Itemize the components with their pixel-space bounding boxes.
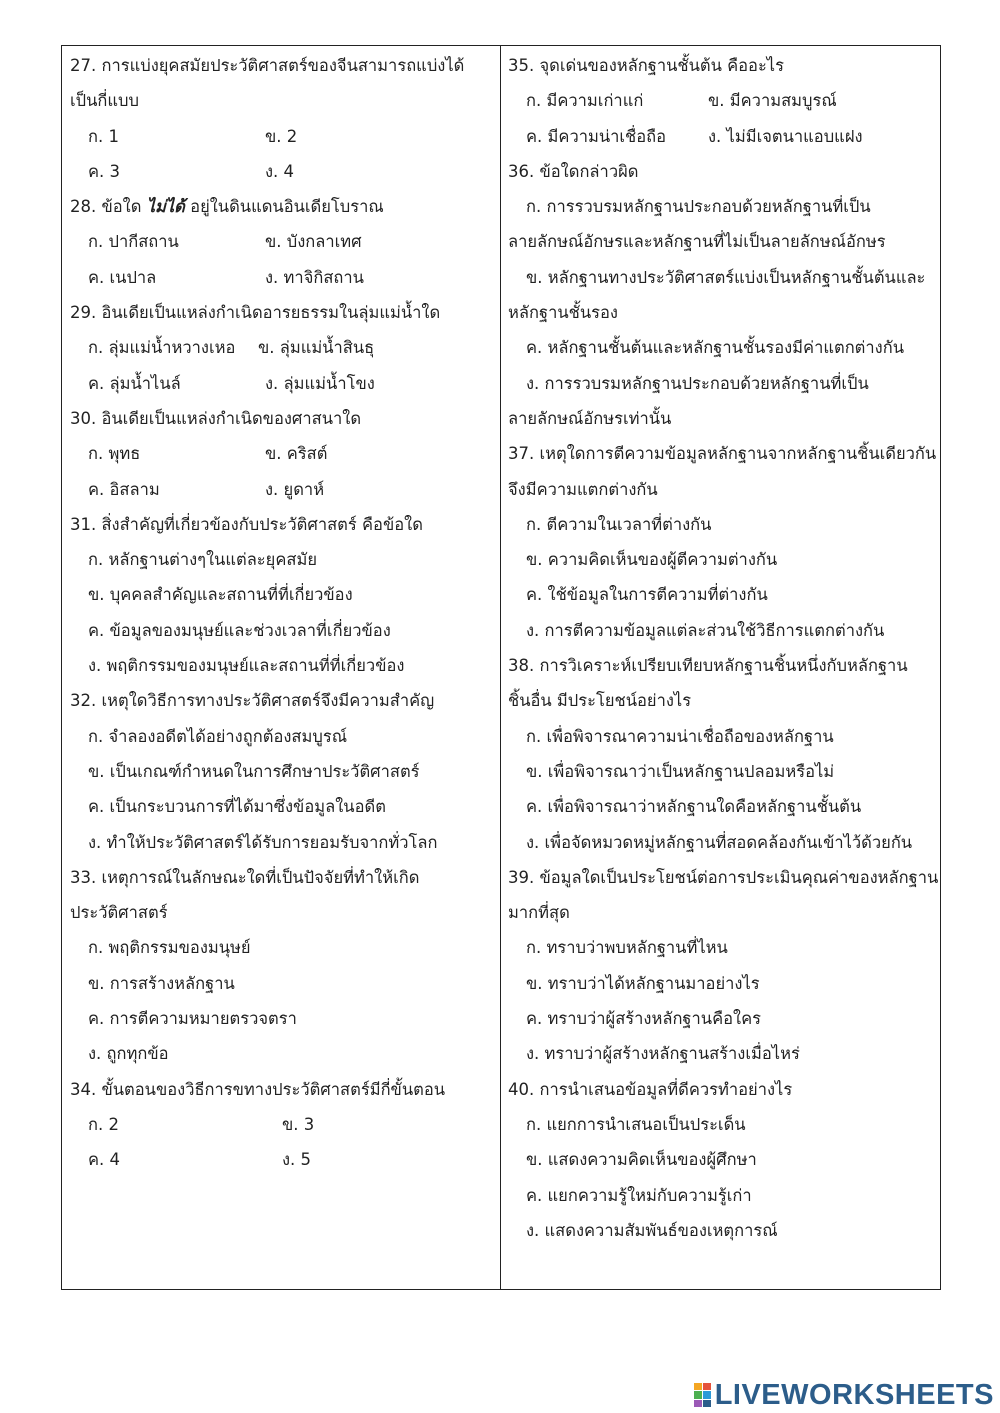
question-37-option-c: ค. ใช้ข้อมูลในการตีความที่ต่างกัน xyxy=(526,585,768,605)
question-35-option-c: ค. มีความน่าเชื่อถือ xyxy=(526,126,667,146)
question-28-option-c: ค. เนปาล xyxy=(88,267,157,287)
question-28-row-1 xyxy=(70,224,495,259)
question-29-option-c: ค. ลุ่มน้ำไนล์ xyxy=(88,373,181,393)
question-36-option-c: ค. หลักฐานชั้นต้นและหลักฐานชั้นรองมีค่าแตกต่างกัน xyxy=(526,338,904,358)
question-30-option-d: ง. ยูดาห์ xyxy=(265,479,325,499)
question-38-text-line1: 38. การวิเคราะห์เปรียบเทียบหลักฐานชิ้นหนึ่งกับหลักฐาน xyxy=(508,656,908,676)
right-column xyxy=(508,48,938,1248)
question-39-option-b: ข. ทราบว่าได้หลักฐานมาอย่างไร xyxy=(526,973,760,993)
question-39-option-a: ก. ทราบว่าพบหลักฐานที่ไหน xyxy=(526,938,728,958)
question-36-option-a-line1: ก. การรวบรมหลักฐานประกอบด้วยหลักฐานที่เป็น xyxy=(526,197,871,217)
logo-mark-cell xyxy=(703,1400,711,1407)
question-35-option-a: ก. มีความเก่าแก่ xyxy=(526,91,644,111)
question-38-option-c: ค. เพื่อพิจารณาว่าหลักฐานใดคือหลักฐานชั้นต้น xyxy=(526,797,862,817)
question-31-option-d: ง. พฤติกรรมของมนุษย์และสถานที่ที่เกี่ยวข้อง xyxy=(88,656,405,676)
question-29-row-2 xyxy=(70,366,495,401)
question-28-suffix: อยู่ในดินแดนอินเดียโบราณ xyxy=(190,197,384,217)
question-30-option-c: ค. อิสลาม xyxy=(88,479,160,499)
question-32-text: 32. เหตุใดวิธีการทางประวัติศาสตร์จึงมีความสำคัญ xyxy=(70,691,435,711)
question-27-option-c: ค. 3 xyxy=(88,161,121,181)
column-divider xyxy=(500,46,501,1289)
question-32-option-b: ข. เป็นเกณฑ์กำหนดในการศึกษาประวัติศาสตร์ xyxy=(88,761,420,781)
question-40-option-b: ข. แสดงความคิดเห็นของผู้ศึกษา xyxy=(526,1150,757,1170)
question-31-text: 31. สิ่งสำคัญที่เกี่ยวข้องกับประวัติศาสตร์ คือข้อใด xyxy=(70,514,423,534)
question-38-option-a: ก. เพื่อพิจารณาความน่าเชื่อถือของหลักฐาน xyxy=(526,726,834,746)
question-27-option-b: ข. 2 xyxy=(265,126,298,146)
question-34-row-2 xyxy=(70,1142,495,1177)
question-37-text-line2: จึงมีความแตกต่างกัน xyxy=(508,479,658,499)
question-33-option-c: ค. การตีความหมายตรวจตรา xyxy=(88,1009,297,1029)
question-36-text: 36. ข้อใดกล่าวผิด xyxy=(508,161,639,181)
question-36-option-b-line1: ข. หลักฐานทางประวัติศาสตร์แบ่งเป็นหลักฐานชั้นต้นและ xyxy=(526,267,926,287)
question-34-option-b: ข. 3 xyxy=(282,1114,315,1134)
question-36-option-b-line2: หลักฐานชั้นรอง xyxy=(508,303,618,323)
question-29-option-d: ง. ลุ่มแม่น้ำโขง xyxy=(265,373,375,393)
question-37-option-a: ก. ตีความในเวลาที่ต่างกัน xyxy=(526,514,712,534)
question-40-text: 40. การนำเสนอข้อมูลที่ดีควรทำอย่างไร xyxy=(508,1079,793,1099)
question-29-row-1 xyxy=(70,330,495,365)
question-40-option-d: ง. แสดงความสัมพันธ์ของเหตุการณ์ xyxy=(526,1220,778,1240)
worksheet-frame xyxy=(61,45,941,1290)
question-40-option-c: ค. แยกความรู้ใหม่กับความรู้เก่า xyxy=(526,1185,752,1205)
question-38-text-line2: ชิ้นอื่น มีประโยชน์อย่างไร xyxy=(508,691,692,711)
question-31-option-c: ค. ข้อมูลของมนุษย์และช่วงเวลาที่เกี่ยวข้อง xyxy=(88,620,391,640)
question-39-option-d: ง. ทราบว่าผู้สร้างหลักฐานสร้างเมื่อไหร่ xyxy=(526,1044,800,1064)
question-33-text-line2: ประวัติศาสตร์ xyxy=(70,903,168,923)
question-28-option-a: ก. ปากีสถาน xyxy=(88,232,179,252)
logo-mark-cell xyxy=(694,1400,702,1407)
liveworksheets-logo-text: LIVEWORKSHEETS xyxy=(714,1378,994,1411)
question-28-option-b: ข. บังกลาเทศ xyxy=(265,232,362,252)
question-31-option-b: ข. บุคคลสำคัญและสถานที่ที่เกี่ยวข้อง xyxy=(88,585,353,605)
question-28-emphasis: ไม่ได้ xyxy=(146,197,185,217)
question-27-text-line2: เป็นกี่แบบ xyxy=(70,91,139,111)
question-35-text: 35. จุดเด่นของหลักฐานชั้นต้น คืออะไร xyxy=(508,56,784,75)
question-28-text xyxy=(70,189,495,224)
logo-mark-cell xyxy=(694,1383,702,1390)
question-40-option-a: ก. แยกการนำเสนอเป็นประเด็น xyxy=(526,1114,746,1134)
logo-mark-cell xyxy=(703,1383,711,1390)
question-36-option-a-line2: ลายลักษณ์อักษรและหลักฐานที่ไม่เป็นลายลักษณ์อักษร xyxy=(508,232,886,252)
liveworksheets-logo-icon xyxy=(694,1383,711,1407)
question-38-option-d: ง. เพื่อจัดหมวดหมู่หลักฐานที่สอดคล้องกันเข้าไว้ด้วยกัน xyxy=(526,832,913,852)
question-32-option-c: ค. เป็นกระบวนการที่ได้มาซึ่งข้อมูลในอดีต xyxy=(88,797,386,817)
question-33-option-b: ข. การสร้างหลักฐาน xyxy=(88,973,235,993)
question-27-option-a: ก. 1 xyxy=(88,126,119,146)
question-35-row-2 xyxy=(508,119,938,154)
question-35-row-1 xyxy=(508,83,938,118)
question-32-option-a: ก. จำลองอดีตได้อย่างถูกต้องสมบูรณ์ xyxy=(88,726,347,746)
question-27-row-1 xyxy=(70,119,495,154)
question-27-option-d: ง. 4 xyxy=(265,161,295,181)
question-38-option-b: ข. เพื่อพิจารณาว่าเป็นหลักฐานปลอมหรือไม่ xyxy=(526,761,835,781)
question-30-option-a: ก. พุทธ xyxy=(88,444,141,464)
left-column xyxy=(70,48,495,1178)
question-34-text: 34. ขั้นตอนของวิธีการขทางประวัติศาสตร์มีกี่ขั้นตอน xyxy=(70,1079,446,1099)
question-39-option-c: ค. ทราบว่าผู้สร้างหลักฐานคือใคร xyxy=(526,1009,761,1029)
question-30-row-1 xyxy=(70,436,495,471)
question-33-option-d: ง. ถูกทุกข้อ xyxy=(88,1044,169,1064)
question-27-row-2 xyxy=(70,154,495,189)
question-36-option-d-line2: ลายลักษณ์อักษรเท่านั้น xyxy=(508,408,672,428)
question-34-row-1 xyxy=(70,1107,495,1142)
question-30-row-2 xyxy=(70,472,495,507)
question-39-text-line1: 39. ข้อมูลใดเป็นประโยชน์ต่อการประเมินคุณค่าของหลักฐาน xyxy=(508,867,939,887)
question-37-text-line1: 37. เหตุใดการตีความข้อมูลหลักฐานจากหลักฐานชิ้นเดียวกัน xyxy=(508,444,937,464)
question-33-option-a: ก. พฤติกรรมของมนุษย์ xyxy=(88,938,251,958)
question-34-option-d: ง. 5 xyxy=(282,1150,312,1170)
question-34-option-c: ค. 4 xyxy=(88,1150,121,1170)
question-39-text-line2: มากที่สุด xyxy=(508,903,570,923)
question-29-text: 29. อินเดียเป็นแหล่งกำเนิดอารยธรรมในลุ่มแม่น้ำใด xyxy=(70,303,441,323)
question-32-option-d: ง. ทำให้ประวัติศาสตร์ได้รับการยอมรับจากทั่วโลก xyxy=(88,832,438,852)
question-30-option-b: ข. คริสต์ xyxy=(265,444,328,464)
logo-mark-cell xyxy=(703,1391,711,1398)
question-28-option-d: ง. ทาจิกิสถาน xyxy=(265,267,364,287)
question-34-option-a: ก. 2 xyxy=(88,1114,119,1134)
question-29-option-a: ก. ลุ่มแม่น้ำหวางเหอ xyxy=(88,338,236,358)
liveworksheets-logo[interactable] xyxy=(694,1378,994,1412)
question-37-option-d: ง. การตีความข้อมูลแต่ละส่วนใช้วิธีการแตกต่างกัน xyxy=(526,620,885,640)
question-36-option-d-line1: ง. การรวบรมหลักฐานประกอบด้วยหลักฐานที่เป็น xyxy=(526,373,869,393)
question-31-option-a: ก. หลักฐานต่างๆในแต่ละยุคสมัย xyxy=(88,550,317,570)
question-37-option-b: ข. ความคิดเห็นของผู้ตีความต่างกัน xyxy=(526,550,778,570)
question-28-prefix: 28. ข้อใด xyxy=(70,197,142,217)
question-33-text-line1: 33. เหตุการณ์ในลักษณะใดที่เป็นปัจจัยที่ทำให้เกิด xyxy=(70,867,420,887)
question-29-option-b: ข. ลุ่มแม่น้ำสินธุ xyxy=(258,338,375,358)
question-35-option-b: ข. มีความสมบูรณ์ xyxy=(708,91,837,111)
question-30-text: 30. อินเดียเป็นแหล่งกำเนิดของศาสนาใด xyxy=(70,408,362,428)
logo-mark-cell xyxy=(694,1391,702,1398)
question-27-text-line1: 27. การแบ่งยุคสมัยประวัติศาสตร์ของจีนสามารถแบ่งได้ xyxy=(70,56,465,75)
question-35-option-d: ง. ไม่มีเจตนาแอบแฝง xyxy=(708,126,863,146)
question-28-row-2 xyxy=(70,260,495,295)
